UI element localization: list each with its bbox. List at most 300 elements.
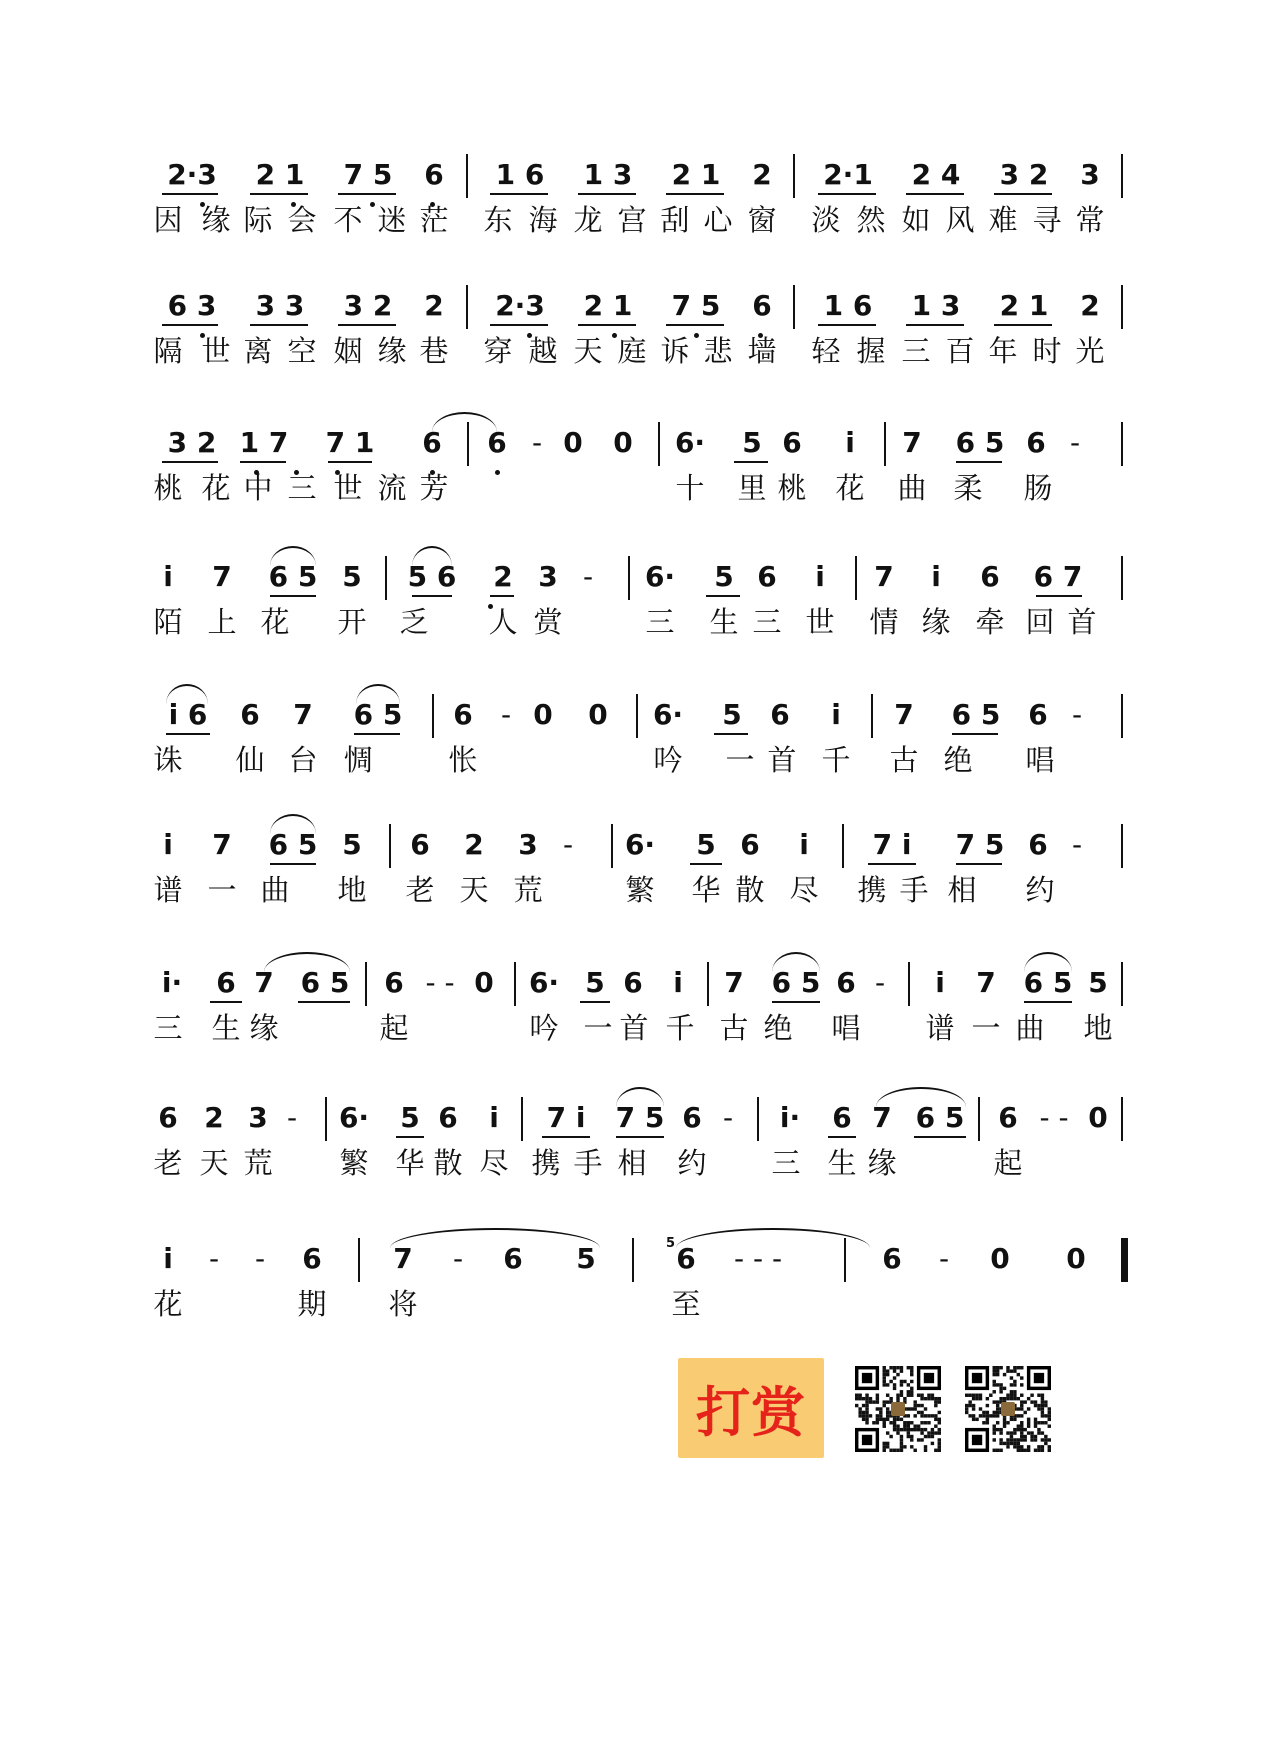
barline (466, 285, 468, 329)
note-group: 6 5 (353, 698, 403, 731)
lyric-char: 芳 (419, 471, 449, 505)
beam-underline (270, 595, 316, 597)
beam-underline (354, 733, 400, 735)
beam-underline (210, 1001, 242, 1003)
lyric-char: 尽 (479, 1146, 509, 1180)
score-system (0, 560, 1272, 660)
lyric-char: 缘 (201, 203, 231, 237)
lyric-char: 天 (199, 1146, 229, 1180)
beam-underline (994, 193, 1052, 195)
score-system (0, 698, 1272, 798)
note-group: 5 (696, 828, 716, 861)
note-group: 6 (1028, 828, 1048, 861)
barline (1121, 1097, 1123, 1141)
note-group: 0 (533, 698, 553, 731)
note-group: 3 2 (167, 426, 217, 459)
note-group: 6 5 (1023, 966, 1073, 999)
beam-underline (338, 193, 396, 195)
lyric-char: 墙 (747, 334, 777, 368)
lyric-char: 吟 (529, 1011, 559, 1045)
lyric-char: 天 (573, 334, 603, 368)
lyric-char: 桃 (153, 471, 183, 505)
barline (1121, 422, 1123, 466)
note-group: 6 (1028, 698, 1048, 731)
lyric-char: 诛 (153, 743, 183, 777)
lyric-char: 古 (889, 743, 919, 777)
barline (707, 962, 709, 1006)
note-group: 6 (882, 1242, 902, 1275)
note-group: 1 6 (495, 158, 545, 191)
note-group: 6 5 (268, 828, 318, 861)
lyric-char: 人 (488, 605, 518, 639)
note-group: - (874, 966, 886, 999)
lyric-char: 十 (675, 471, 705, 505)
notation-row (0, 698, 1272, 738)
lyric-char: 柔 (953, 471, 983, 505)
note-group: 7 1 (325, 426, 375, 459)
note-group: 2 1 (671, 158, 721, 191)
beam-underline (338, 324, 396, 326)
lyric-char: 绝 (943, 743, 973, 777)
note-group: 6 5 (915, 1101, 965, 1134)
beam-underline (162, 324, 218, 326)
beam-underline (578, 193, 636, 195)
beam-underline (250, 193, 308, 195)
lyric-char: 牵 (975, 605, 1005, 639)
lyric-char: 淡 (811, 203, 841, 237)
lyric-char: 不 (333, 203, 363, 237)
beam-underline (994, 324, 1052, 326)
beam-underline (298, 1001, 350, 1003)
note-group: 5 (342, 560, 362, 593)
beam-underline (734, 461, 768, 463)
note-group: 6 (1026, 426, 1046, 459)
lyric-char: 华 (395, 1146, 425, 1180)
lyric-char: 乏 (399, 605, 429, 639)
lyric-char: 缘 (921, 605, 951, 639)
lyric-char: 悲 (703, 334, 733, 368)
lyric-char: 三 (645, 605, 675, 639)
beam-underline (952, 733, 998, 735)
score-system (0, 426, 1272, 526)
lyric-char: 将 (388, 1287, 418, 1321)
lyric-char: 携 (857, 873, 887, 907)
lyric-char: 繁 (625, 873, 655, 907)
lyric-char: 怅 (448, 743, 478, 777)
note-group: - (254, 1242, 266, 1275)
lyric-char: 一 (207, 873, 237, 907)
lyric-char: 约 (1025, 873, 1055, 907)
lyric-char: 一 (583, 1011, 613, 1045)
barline (632, 1238, 634, 1282)
grace-note: 5 (666, 1236, 676, 1251)
final-barline (1121, 1238, 1128, 1282)
lyric-char: 如 (901, 203, 931, 237)
lyric-char: 相 (947, 873, 977, 907)
lyric-char: 因 (153, 203, 183, 237)
lyric-char: 桃 (777, 471, 807, 505)
lyric-char: 穿 (483, 334, 513, 368)
note-group: 1 6 (823, 289, 873, 322)
note-group: 6 5 (268, 560, 318, 593)
barline (514, 962, 516, 1006)
beam-underline (868, 863, 916, 865)
note-group: 6 (384, 966, 404, 999)
lyric-char: 流 (377, 471, 407, 505)
notation-row (0, 426, 1272, 466)
beam-underline (580, 1001, 610, 1003)
note-group: 6 5 (951, 698, 1001, 731)
score-system (0, 158, 1272, 258)
lyric-char: 绝 (763, 1011, 793, 1045)
notation-row (0, 289, 1272, 329)
lyric-row (0, 1010, 1272, 1050)
note-group: 6· (624, 828, 656, 861)
note-group: 6 (158, 1101, 178, 1134)
note-group: 2 (1080, 289, 1100, 322)
note-group: 6· (652, 698, 684, 731)
lyric-char: 隔 (153, 334, 183, 368)
lyric-char: 相 (617, 1146, 647, 1180)
lyric-char: 首 (767, 743, 797, 777)
note-group: 5 (400, 1101, 420, 1134)
lyric-char: 一 (971, 1011, 1001, 1045)
lyric-char: 难 (988, 203, 1018, 237)
beam-underline (166, 733, 210, 735)
lyric-char: 老 (405, 873, 435, 907)
lyric-char: 赏 (533, 605, 563, 639)
note-group: 7 (212, 828, 232, 861)
note-group: 6 (422, 426, 442, 459)
note-group: i· (161, 966, 183, 999)
score-system (0, 289, 1272, 389)
note-group: 6 (998, 1101, 1018, 1134)
note-group: 3 2 (999, 158, 1049, 191)
barline (466, 154, 468, 198)
beam-underline (162, 461, 218, 463)
note-group: i (831, 698, 841, 731)
lyric-char: 谱 (153, 873, 183, 907)
lyric-char: 期 (297, 1287, 327, 1321)
note-group: i (163, 1242, 173, 1275)
lyric-char: 茫 (419, 203, 449, 237)
lyric-char: 百 (945, 334, 975, 368)
note-group: 7 5 (955, 828, 1005, 861)
lyric-row (0, 202, 1272, 242)
note-group: - - (1039, 1101, 1069, 1134)
lyric-char: 三 (153, 1011, 183, 1045)
note-group: 6 (740, 828, 760, 861)
beam-underline (578, 324, 636, 326)
beam-underline (250, 324, 308, 326)
note-group: 7 (874, 560, 894, 593)
lyric-char: 庭 (617, 334, 647, 368)
barline (855, 556, 857, 600)
note-group: i (163, 828, 173, 861)
note-group: 2 1 (999, 289, 1049, 322)
lyric-char: 开 (337, 605, 367, 639)
note-group: 7 (212, 560, 232, 593)
note-group: - (582, 560, 594, 593)
lyric-char: 肠 (1023, 471, 1053, 505)
beam-underline (328, 461, 372, 463)
lyric-char: 首 (1067, 605, 1097, 639)
lyric-row (0, 604, 1272, 644)
lyric-char: 携 (531, 1146, 561, 1180)
lyric-char: 中 (243, 471, 273, 505)
lyric-char: 心 (703, 203, 733, 237)
note-group: i (935, 966, 945, 999)
barline (1121, 694, 1123, 738)
lyric-char: 曲 (260, 873, 290, 907)
beam-underline (706, 595, 740, 597)
beam-underline (270, 863, 316, 865)
beam-underline (956, 863, 1002, 865)
notation-row (0, 1101, 1272, 1141)
note-group: 3 3 (255, 289, 305, 322)
lyric-char: 曲 (1015, 1011, 1045, 1045)
lyric-char: 三 (901, 334, 931, 368)
lyric-char: 生 (211, 1011, 241, 1045)
lyric-char: 花 (201, 471, 231, 505)
lyric-char: 缘 (377, 334, 407, 368)
beam-underline (616, 1136, 664, 1138)
beam-underline (396, 1136, 424, 1138)
lyric-char: 唱 (831, 1011, 861, 1045)
slur-arc (616, 1087, 664, 1107)
notation-row (0, 966, 1272, 1006)
beam-underline (956, 461, 1002, 463)
note-group: 0 (588, 698, 608, 731)
beam-underline (818, 193, 876, 195)
slur-arc (264, 952, 350, 972)
note-group: 2 1 (583, 289, 633, 322)
note-group: 3 (1080, 158, 1100, 191)
lyric-char: 曲 (897, 471, 927, 505)
barline (793, 154, 795, 198)
slur-arc (270, 546, 316, 566)
slur-arc (166, 684, 208, 704)
lyric-char: 吟 (653, 743, 683, 777)
lyric-char: 仙 (235, 743, 265, 777)
barline (978, 1097, 980, 1141)
note-group: - (562, 828, 574, 861)
note-group: - (938, 1242, 950, 1275)
lyric-char: 花 (260, 605, 290, 639)
score-system (0, 966, 1272, 1066)
note-group: 6 (216, 966, 236, 999)
note-group: 7 (293, 698, 313, 731)
lyric-char: 风 (945, 203, 975, 237)
note-group: 2 1 (255, 158, 305, 191)
note-group: 5 (714, 560, 734, 593)
slur-arc (270, 814, 316, 834)
lyric-char: 手 (573, 1146, 603, 1180)
notation-row (0, 828, 1272, 868)
lyric-char: 巷 (419, 334, 449, 368)
note-group: 6 5 (300, 966, 350, 999)
notation-row (0, 1236, 1272, 1282)
beam-underline (1036, 595, 1082, 597)
note-group: 7 (894, 698, 914, 731)
note-group: 7 (872, 1101, 892, 1134)
note-group: 0 (474, 966, 494, 999)
lyric-char: 华 (691, 873, 721, 907)
note-group: 3 (248, 1101, 268, 1134)
note-group: 3 (538, 560, 558, 593)
slur-arc (412, 546, 452, 566)
lyric-char: 一 (725, 743, 755, 777)
note-group: 7 (254, 966, 274, 999)
beam-underline (690, 863, 722, 865)
barline (636, 694, 638, 738)
lyric-char: 握 (856, 334, 886, 368)
lyric-char: 地 (1083, 1011, 1113, 1045)
lyric-char: 世 (805, 605, 835, 639)
note-group: i (673, 966, 683, 999)
tip-button[interactable] (678, 1358, 824, 1458)
barline (389, 824, 391, 868)
barline (365, 962, 367, 1006)
note-group: 6 (980, 560, 1000, 593)
note-group: i 6 (168, 698, 208, 731)
note-group: 6 (623, 966, 643, 999)
lyric-row (0, 742, 1272, 782)
lyric-char: 会 (287, 203, 317, 237)
lyric-char: 刮 (660, 203, 690, 237)
lyric-row (0, 1286, 1272, 1326)
note-group: 2 (204, 1101, 224, 1134)
lyric-char: 迷 (377, 203, 407, 237)
lyric-char: 生 (827, 1146, 857, 1180)
note-group: 6· (528, 966, 560, 999)
note-group: 2·1 (823, 158, 873, 191)
notation-row (0, 158, 1272, 198)
note-group: 5 (722, 698, 742, 731)
note-group: 7 5 (343, 158, 393, 191)
note-group: i (489, 1101, 499, 1134)
lyric-row (0, 1145, 1272, 1185)
note-group: 6 (757, 560, 777, 593)
note-group: i (799, 828, 809, 861)
barline (521, 1097, 523, 1141)
note-group: 6 (438, 1101, 458, 1134)
note-group: i (815, 560, 825, 593)
note-group: 5 (342, 828, 362, 861)
barline (842, 824, 844, 868)
note-group: i (163, 560, 173, 593)
barline (385, 556, 387, 600)
lyric-char: 离 (243, 334, 273, 368)
barline (1121, 154, 1123, 198)
note-group: 2 (424, 289, 444, 322)
note-group: 2·3 (167, 158, 217, 191)
lyric-char: 尽 (789, 873, 819, 907)
note-group: - (1071, 828, 1083, 861)
note-group: 0 (990, 1242, 1010, 1275)
lyric-char: 起 (993, 1146, 1023, 1180)
note-group: 1 3 (583, 158, 633, 191)
lyric-char: 约 (677, 1146, 707, 1180)
lyric-row (0, 470, 1272, 510)
note-group: 6· (338, 1101, 370, 1134)
score-system (0, 1236, 1272, 1342)
lyric-char: 古 (719, 1011, 749, 1045)
beam-underline (828, 1136, 856, 1138)
note-group: - (531, 426, 543, 459)
note-group: 7 5 (615, 1101, 665, 1134)
lyric-char: 窗 (747, 203, 777, 237)
note-group: 7 (724, 966, 744, 999)
barline (325, 1097, 327, 1141)
lyric-char: 里 (737, 471, 767, 505)
note-group: i· (779, 1101, 801, 1134)
barline (1121, 556, 1123, 600)
lyric-char: 姻 (333, 334, 363, 368)
note-group: 5 (742, 426, 762, 459)
lyric-char: 天 (459, 873, 489, 907)
note-group: - (1069, 426, 1081, 459)
lyric-char: 寻 (1032, 203, 1062, 237)
note-group: 3 2 (343, 289, 393, 322)
lyric-char: 光 (1075, 334, 1105, 368)
note-group: 7 5 (671, 289, 721, 322)
lyric-char: 唱 (1025, 743, 1055, 777)
note-group: - (452, 1242, 464, 1275)
lyric-row (0, 872, 1272, 912)
lyric-char: 东 (483, 203, 513, 237)
lyric-char: 回 (1025, 605, 1055, 639)
barline (908, 962, 910, 1006)
slur-arc (676, 1228, 870, 1248)
note-group: 6 5 (955, 426, 1005, 459)
lyric-char: 年 (988, 334, 1018, 368)
note-group: 6 (676, 1242, 696, 1275)
beam-underline (666, 324, 724, 326)
lyric-char: 越 (528, 334, 558, 368)
note-group: - (286, 1101, 298, 1134)
barline (628, 556, 630, 600)
barline (658, 422, 660, 466)
barline (757, 1097, 759, 1141)
lyric-char: 轻 (811, 334, 841, 368)
note-group: 3 (518, 828, 538, 861)
lyric-char: 宫 (617, 203, 647, 237)
note-group: 0 (563, 426, 583, 459)
lyric-char: 际 (243, 203, 273, 237)
lyric-char: 老 (153, 1146, 183, 1180)
lyric-char: 荒 (243, 1146, 273, 1180)
slur-arc (772, 952, 820, 972)
beam-underline (490, 595, 514, 597)
lyric-char: 至 (671, 1287, 701, 1321)
slur-arc (356, 684, 400, 704)
beam-underline (772, 1001, 820, 1003)
beam-underline (818, 324, 876, 326)
lyric-char: 上 (207, 605, 237, 639)
lyric-row (0, 333, 1272, 373)
note-group: 5 (576, 1242, 596, 1275)
note-group: 2·3 (495, 289, 545, 322)
note-group: 0 (613, 426, 633, 459)
lyric-char: 手 (899, 873, 929, 907)
note-group: - (208, 1242, 220, 1275)
lyric-char: 散 (735, 873, 765, 907)
note-group: 7 (393, 1242, 413, 1275)
lyric-char: 然 (856, 203, 886, 237)
note-group: 0 (1088, 1101, 1108, 1134)
score-system (0, 1101, 1272, 1201)
